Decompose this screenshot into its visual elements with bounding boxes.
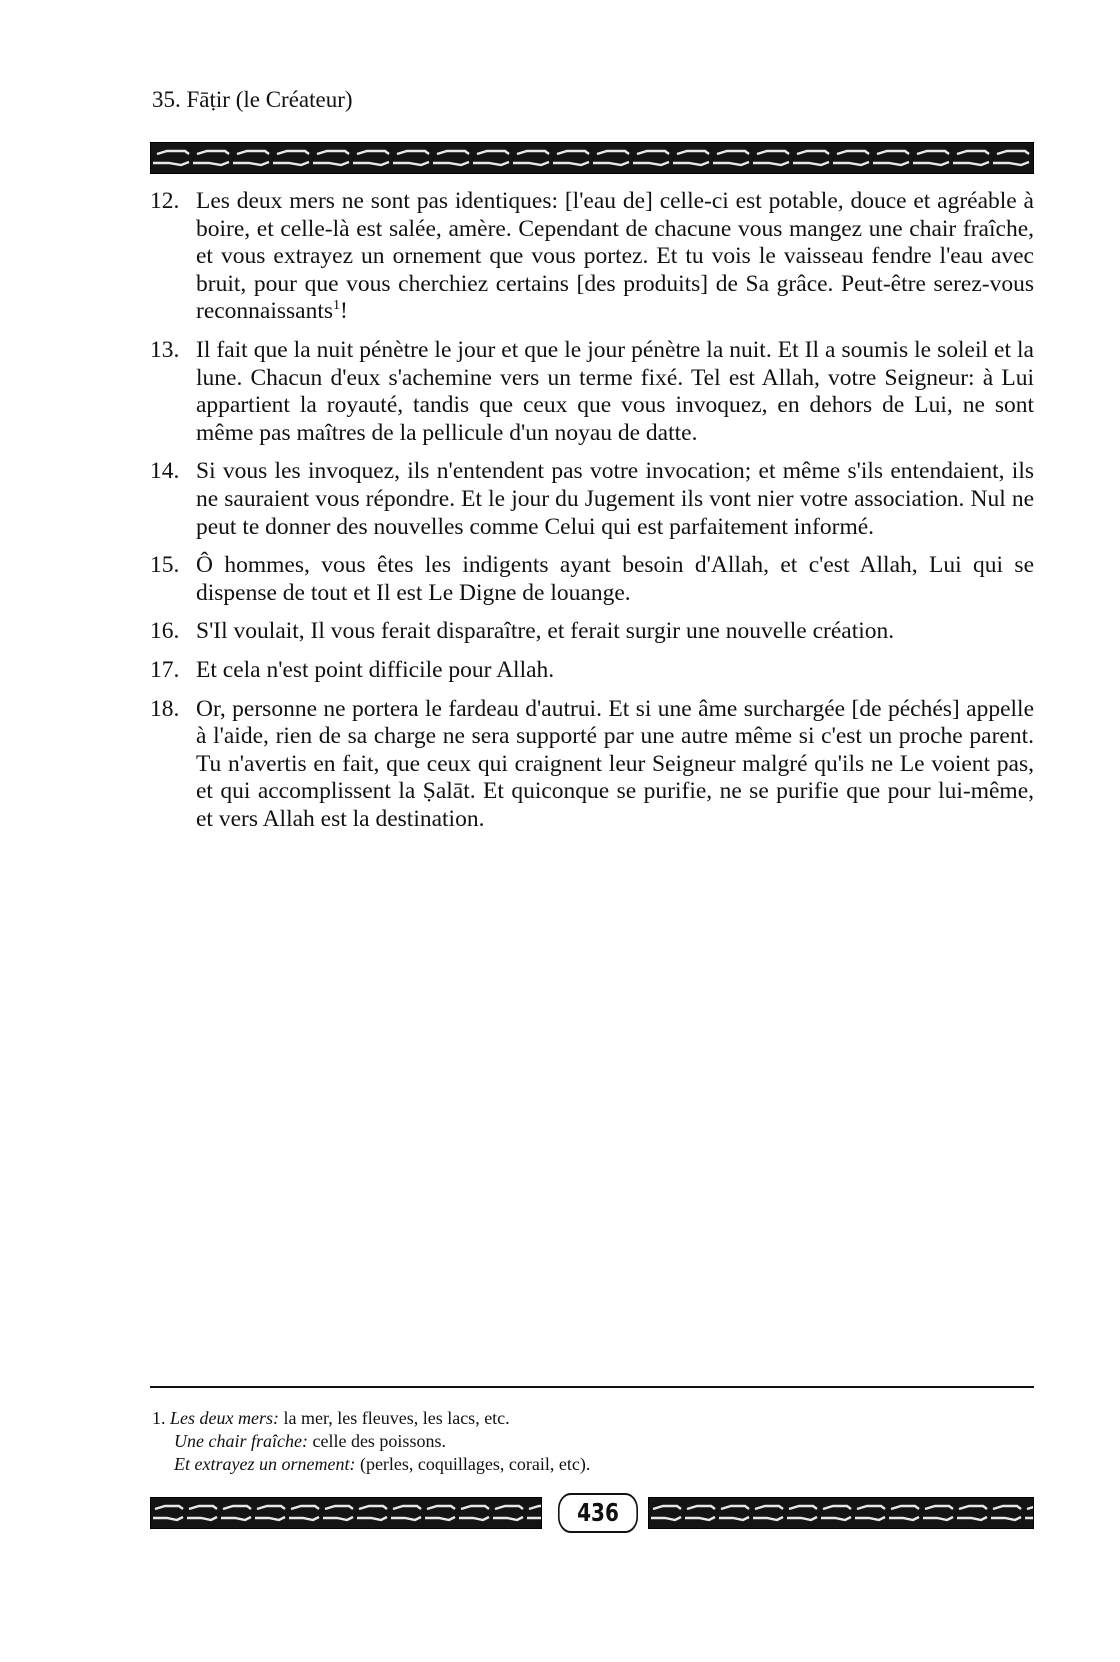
chain-ornament bbox=[151, 143, 1033, 173]
footnote-line bbox=[152, 1430, 1032, 1453]
verse-text: Or, personne ne portera le fardeau d'autrui. Et si une âme surchargée [de péchés] appelle à l'aide, rien de sa charge ne sera supporté par une autre même si c'est un proche parent. Tu n'avertis en fait, que ceux qui craignent leur Seigneur malgré qu'ils ne Le voient pas, et qui accomplissent la Ṣalāt. Et quiconque se purifie, ne se purifie que pour lui-même, et vers Allah est la destination. bbox=[196, 695, 1034, 832]
footnote-line bbox=[152, 1453, 1032, 1476]
footnote-text: la mer, les fleuves, les lacs, etc. bbox=[278, 1408, 510, 1428]
verse-text: Et cela n'est point difficile pour Allah. bbox=[196, 656, 555, 683]
chain-ornament bbox=[151, 1498, 541, 1528]
footnote-text: celle des poissons. bbox=[307, 1431, 446, 1451]
page-number: 436 bbox=[558, 1493, 638, 1533]
chapter-header: 35. Fāṭir (le Créateur) bbox=[152, 87, 353, 112]
verse-item bbox=[150, 657, 1034, 685]
verse-text-tail: ! bbox=[340, 298, 348, 325]
footnote-term: Et extrayez un ornement: bbox=[174, 1454, 356, 1474]
footnote-line bbox=[152, 1407, 1032, 1430]
verse-item bbox=[150, 188, 1034, 326]
verse-number: 17. bbox=[150, 656, 180, 683]
verse-text: S'Il voulait, Il vous ferait disparaître, et ferait surgir une nouvelle création. bbox=[196, 618, 895, 645]
verse-item bbox=[150, 696, 1034, 834]
ornamental-band-bottom-right bbox=[648, 1497, 1034, 1529]
footnote-text: (perles, coquillages, corail, etc). bbox=[355, 1454, 591, 1474]
verse-text: Ô hommes, vous êtes les indigents ayant besoin d'Allah, et c'est Allah, Lui qui se dispense de tout et Il est Le Digne de louange. bbox=[196, 552, 1034, 606]
footnote-term: Les deux mers: bbox=[170, 1408, 279, 1428]
footnote-number: 1. bbox=[152, 1408, 170, 1428]
chain-ornament bbox=[649, 1498, 1033, 1528]
verse-number: 13. bbox=[150, 336, 180, 363]
footnote-marker[interactable]: 1 bbox=[333, 298, 341, 314]
verse-item bbox=[150, 552, 1034, 607]
verse-text: Il fait que la nuit pénètre le jour et que le jour pénètre la nuit. Et Il a soumis le soleil et la lune. Chacun d'eux s'achemine vers un terme fixé. Tel est Allah, votre Seigneur: à Lui appartient la royauté, tandis que ceux que vous invoquez, en dehors de Lui, ne sont même pas maîtres de la pellicule d'un noyau de datte. bbox=[196, 336, 1034, 446]
verse-text: Les deux mers ne sont pas identiques: [l'eau de] celle-ci est potable, douce et agréable à boire, et celle-là est salée, amère. Cependant de chacune vous mangez une chair fraîche, et vous extrayez un ornement que vous portez. Et tu vois le vaisseau fendre l'eau avec bruit, pour que vous cherchiez certains [des produits] de Sa grâce. Peut-être serez-vous reconnaissants bbox=[196, 188, 1034, 325]
verse-item bbox=[150, 458, 1034, 541]
ornamental-band-top bbox=[150, 142, 1034, 174]
verse-number: 15. bbox=[150, 552, 180, 579]
ornamental-band-bottom-left bbox=[150, 1497, 542, 1529]
verse-number: 16. bbox=[150, 618, 180, 645]
footnotes bbox=[152, 1407, 1032, 1476]
verse-number: 12. bbox=[150, 188, 180, 214]
verse-list bbox=[150, 188, 1034, 844]
verse-item bbox=[150, 618, 1034, 646]
verse-item bbox=[150, 337, 1034, 447]
footnote-divider bbox=[150, 1386, 1034, 1388]
verse-number: 18. bbox=[150, 695, 180, 722]
verse-text: Si vous les invoquez, ils n'entendent pas votre invocation; et même s'ils entendaient, ils ne sauraient vous répondre. Et le jour du Jugement ils vont nier votre association. Nul ne peut te donner des nouvelles comme Celui qui est parfaitement informé. bbox=[196, 458, 1034, 540]
footnote-term: Une chair fraîche: bbox=[174, 1431, 308, 1451]
verse-number: 14. bbox=[150, 458, 180, 485]
